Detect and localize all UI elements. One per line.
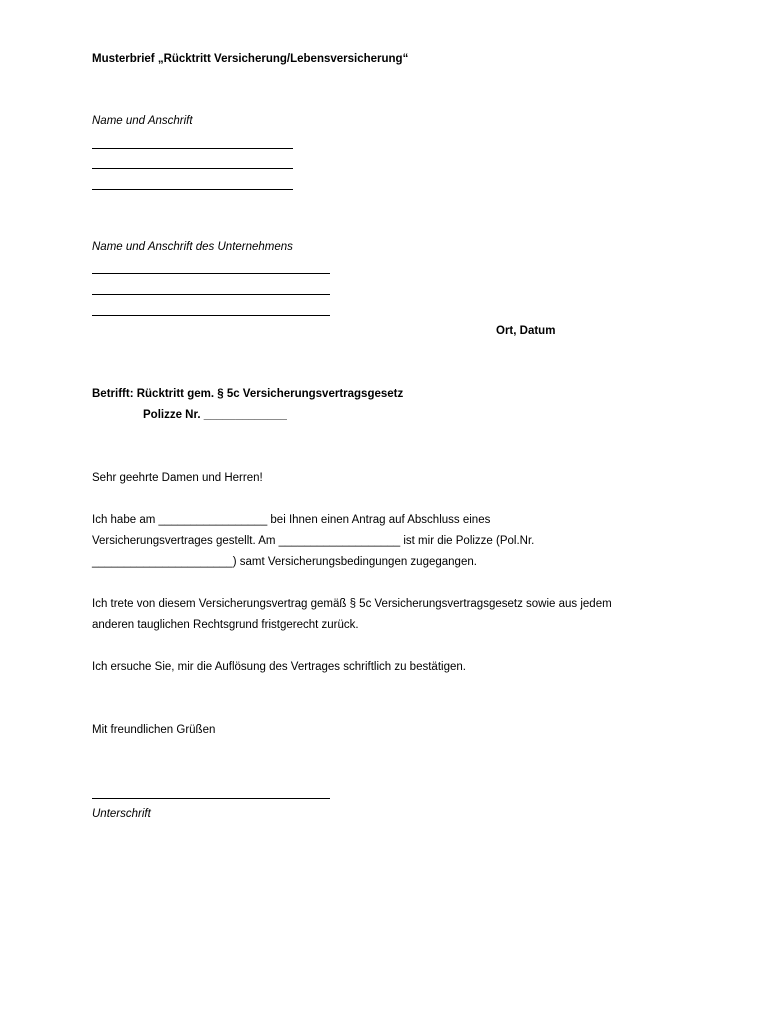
closing: Mit freundlichen Grüßen xyxy=(92,724,216,736)
paragraph-1-line-1: Ich habe am _________________ bei Ihnen einen Antrag auf Abschluss eines xyxy=(92,514,491,526)
paragraph-2 xyxy=(92,594,732,636)
company-label: Name und Anschrift des Unternehmens xyxy=(92,241,293,253)
company-line-1 xyxy=(92,273,330,274)
subject-line-1: Betrifft: Rücktritt gem. § 5c Versicherungsvertragsgesetz xyxy=(92,388,404,400)
sender-line-2 xyxy=(92,168,293,169)
place-date: Ort, Datum xyxy=(496,325,556,337)
company-line-3 xyxy=(92,315,330,316)
paragraph-1-line-2: Versicherungsvertrages gestellt. Am ___________________ ist mir die Polizze (Pol.Nr. xyxy=(92,535,535,547)
paragraph-1-line-3: ______________________) samt Versicherungsbedingungen zugegangen. xyxy=(92,556,477,568)
paragraph-2-line-1: Ich trete von diesem Versicherungsvertrag gemäß § 5c Versicherungsvertragsgesetz sowie aus jedem xyxy=(92,598,612,610)
signature-label: Unterschrift xyxy=(92,808,151,820)
sender-label: Name und Anschrift xyxy=(92,115,193,127)
subject-line-2: Polizze Nr. _____________ xyxy=(143,409,287,421)
salutation: Sehr geehrte Damen und Herren! xyxy=(92,472,263,484)
paragraph-2-line-2: anderen tauglichen Rechtsgrund fristgerecht zurück. xyxy=(92,619,359,631)
sender-line-3 xyxy=(92,189,293,190)
company-line-2 xyxy=(92,294,330,295)
paragraph-3: Ich ersuche Sie, mir die Auflösung des Vertrages schriftlich zu bestätigen. xyxy=(92,661,466,673)
paragraph-1 xyxy=(92,510,732,573)
sender-line-1 xyxy=(92,148,293,149)
letter-title: Musterbrief „Rücktritt Versicherung/Lebensversicherung“ xyxy=(92,53,409,65)
signature-line xyxy=(92,798,330,799)
